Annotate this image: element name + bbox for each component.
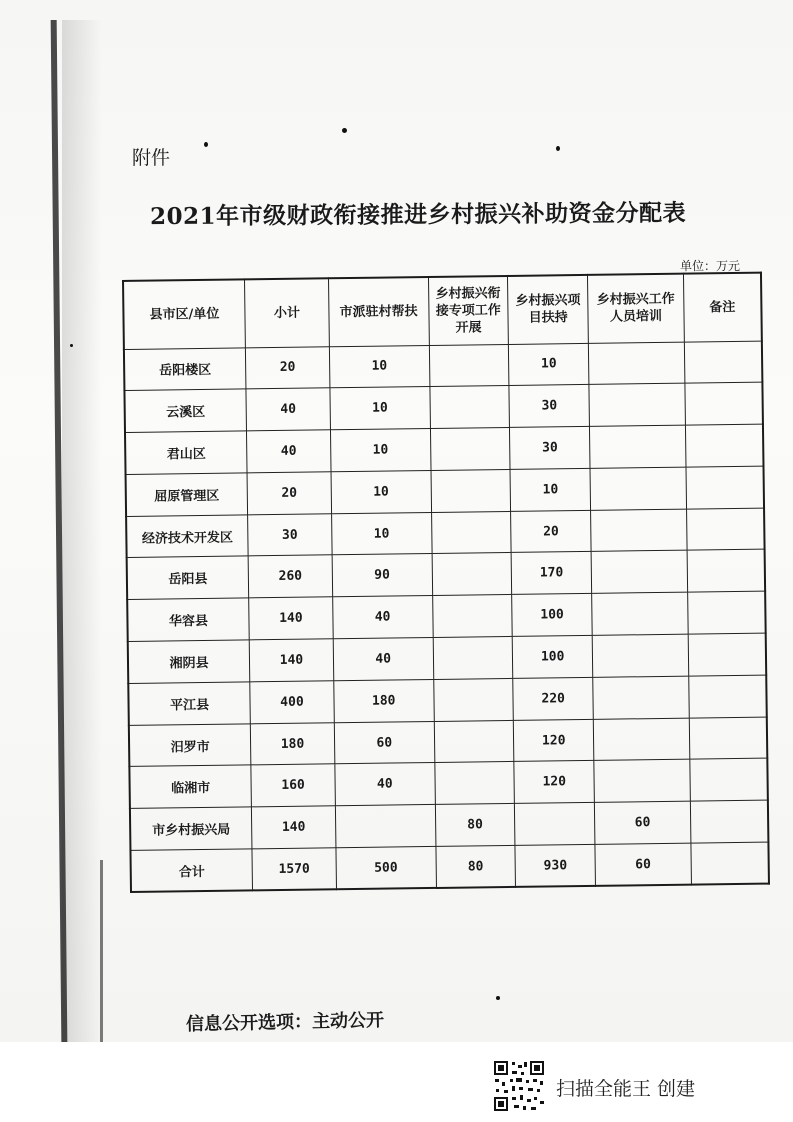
cell-region: 临湘市 bbox=[129, 765, 251, 808]
cell-project-support: 930 bbox=[515, 844, 595, 887]
cell-remarks bbox=[684, 341, 762, 384]
cell-remarks bbox=[685, 424, 763, 467]
document-title: 2021年市级财政衔接推进乡村振兴补助资金分配表 bbox=[149, 199, 687, 231]
cell-subtotal: 40 bbox=[247, 430, 331, 473]
cell-remarks bbox=[688, 633, 766, 676]
cell-staff-training bbox=[594, 760, 690, 803]
cell-subtotal: 140 bbox=[251, 806, 335, 849]
cell-special-work bbox=[432, 553, 512, 596]
cell-subtotal: 180 bbox=[250, 722, 334, 765]
cell-subtotal: 260 bbox=[248, 555, 332, 598]
cell-subtotal: 20 bbox=[247, 472, 331, 515]
allocation-table-wrapper bbox=[122, 272, 770, 894]
cell-special-work bbox=[431, 511, 511, 554]
cell-project-support: 100 bbox=[512, 635, 592, 678]
cell-project-support: 30 bbox=[510, 426, 590, 469]
scan-speck bbox=[342, 128, 347, 133]
cell-special-work bbox=[430, 428, 510, 471]
cell-staff-training bbox=[590, 467, 686, 510]
header-region: 县市区/单位 bbox=[123, 279, 245, 349]
cell-remarks bbox=[689, 717, 767, 760]
scan-speck bbox=[204, 142, 208, 147]
cell-staff-training bbox=[591, 509, 687, 552]
cell-staff-training bbox=[592, 634, 688, 677]
cell-village-aid: 10 bbox=[331, 470, 431, 513]
cell-region: 经济技术开发区 bbox=[126, 515, 248, 558]
header-special-work: 乡村振兴衔接专项工作开展 bbox=[428, 276, 509, 345]
cell-village-aid: 180 bbox=[334, 679, 434, 722]
cell-staff-training: 60 bbox=[594, 801, 690, 844]
cell-village-aid: 60 bbox=[334, 721, 434, 764]
cell-region: 华容县 bbox=[127, 598, 249, 641]
header-remarks: 备注 bbox=[683, 273, 762, 342]
cell-staff-training bbox=[592, 592, 688, 635]
cell-region: 君山区 bbox=[125, 431, 247, 474]
qr-code-graphic bbox=[492, 1059, 546, 1113]
cell-remarks bbox=[688, 675, 766, 718]
paper-fold-shadow bbox=[62, 20, 102, 1042]
cell-subtotal: 140 bbox=[249, 639, 333, 682]
cell-project-support: 220 bbox=[513, 677, 593, 720]
cell-region: 湘阴县 bbox=[128, 640, 250, 683]
scanner-watermark-caption: 扫描全能王 创建 bbox=[556, 1078, 696, 1100]
cell-region: 岳阳楼区 bbox=[124, 347, 246, 390]
cell-project-support: 10 bbox=[510, 468, 590, 511]
header-staff-training: 乡村振兴工作人员培训 bbox=[588, 274, 685, 343]
cell-region: 汨罗市 bbox=[129, 724, 251, 767]
cell-remarks bbox=[690, 800, 768, 843]
cell-remarks bbox=[691, 842, 769, 885]
cell-special-work: 80 bbox=[435, 804, 515, 847]
scan-speck bbox=[556, 146, 560, 151]
qr-code-icon bbox=[492, 1059, 546, 1113]
header-subtotal: 小计 bbox=[245, 278, 330, 347]
cell-remarks bbox=[686, 508, 764, 551]
cell-special-work bbox=[431, 469, 511, 512]
cell-special-work bbox=[429, 344, 509, 387]
unit-label: 单位：万元 bbox=[680, 259, 741, 273]
cell-special-work bbox=[433, 636, 513, 679]
cell-village-aid: 40 bbox=[333, 596, 433, 639]
cell-region: 岳阳县 bbox=[127, 556, 249, 599]
scan-speck bbox=[70, 344, 73, 347]
cell-staff-training bbox=[593, 676, 689, 719]
cell-village-aid: 10 bbox=[330, 429, 430, 472]
cell-project-support: 120 bbox=[514, 719, 594, 762]
cell-project-support: 10 bbox=[509, 343, 589, 386]
cell-special-work bbox=[434, 720, 514, 763]
cell-village-aid: 10 bbox=[331, 512, 431, 555]
header-project-support: 乡村振兴项目扶持 bbox=[508, 275, 589, 344]
scan-speck bbox=[496, 996, 500, 1000]
cell-remarks bbox=[687, 550, 765, 593]
paper-edge-line-lower bbox=[100, 860, 103, 1042]
cell-project-support: 100 bbox=[512, 594, 592, 637]
cell-special-work bbox=[434, 762, 514, 805]
cell-remarks bbox=[686, 466, 764, 509]
table-header-row bbox=[123, 273, 762, 349]
cell-staff-training bbox=[593, 718, 689, 761]
cell-remarks bbox=[685, 382, 763, 425]
cell-region: 市乡村振兴局 bbox=[130, 807, 252, 850]
cell-region: 平江县 bbox=[128, 682, 250, 725]
cell-special-work bbox=[432, 595, 512, 638]
cell-special-work: 80 bbox=[435, 845, 515, 888]
cell-subtotal: 140 bbox=[249, 597, 333, 640]
cell-special-work bbox=[429, 386, 509, 429]
table-total-row bbox=[130, 842, 768, 892]
cell-village-aid: 500 bbox=[336, 847, 436, 890]
cell-village-aid bbox=[335, 805, 435, 848]
attachment-label: 附件 bbox=[132, 147, 171, 169]
header-village-aid: 市派驻村帮扶 bbox=[328, 277, 429, 346]
cell-project-support bbox=[515, 803, 595, 846]
cell-village-aid: 10 bbox=[330, 387, 430, 430]
cell-region: 屈原管理区 bbox=[126, 473, 248, 516]
cell-special-work bbox=[433, 678, 513, 721]
cell-project-support: 30 bbox=[509, 385, 589, 428]
cell-subtotal: 400 bbox=[250, 681, 334, 724]
allocation-table bbox=[122, 272, 770, 894]
cell-remarks bbox=[690, 759, 768, 802]
cell-remarks bbox=[687, 591, 765, 634]
cell-subtotal: 1570 bbox=[252, 848, 336, 891]
cell-village-aid: 10 bbox=[329, 345, 429, 388]
cell-village-aid: 40 bbox=[335, 763, 435, 806]
cell-subtotal: 30 bbox=[248, 513, 332, 556]
cell-village-aid: 90 bbox=[332, 554, 432, 597]
cell-project-support: 170 bbox=[511, 552, 591, 595]
cell-village-aid: 40 bbox=[333, 638, 433, 681]
cell-staff-training bbox=[589, 383, 685, 426]
cell-staff-training: 60 bbox=[595, 843, 691, 886]
cell-subtotal: 160 bbox=[251, 764, 335, 807]
cell-staff-training bbox=[588, 342, 684, 385]
cell-staff-training bbox=[590, 425, 686, 468]
cell-project-support: 20 bbox=[511, 510, 591, 553]
cell-region: 合计 bbox=[130, 849, 252, 892]
cell-staff-training bbox=[591, 551, 687, 594]
cell-region: 云溪区 bbox=[124, 389, 246, 432]
cell-project-support: 120 bbox=[514, 761, 594, 804]
disclosure-option: 信息公开选项：主动公开 bbox=[185, 1009, 385, 1036]
cell-subtotal: 40 bbox=[246, 388, 330, 431]
cell-subtotal: 20 bbox=[245, 346, 329, 389]
